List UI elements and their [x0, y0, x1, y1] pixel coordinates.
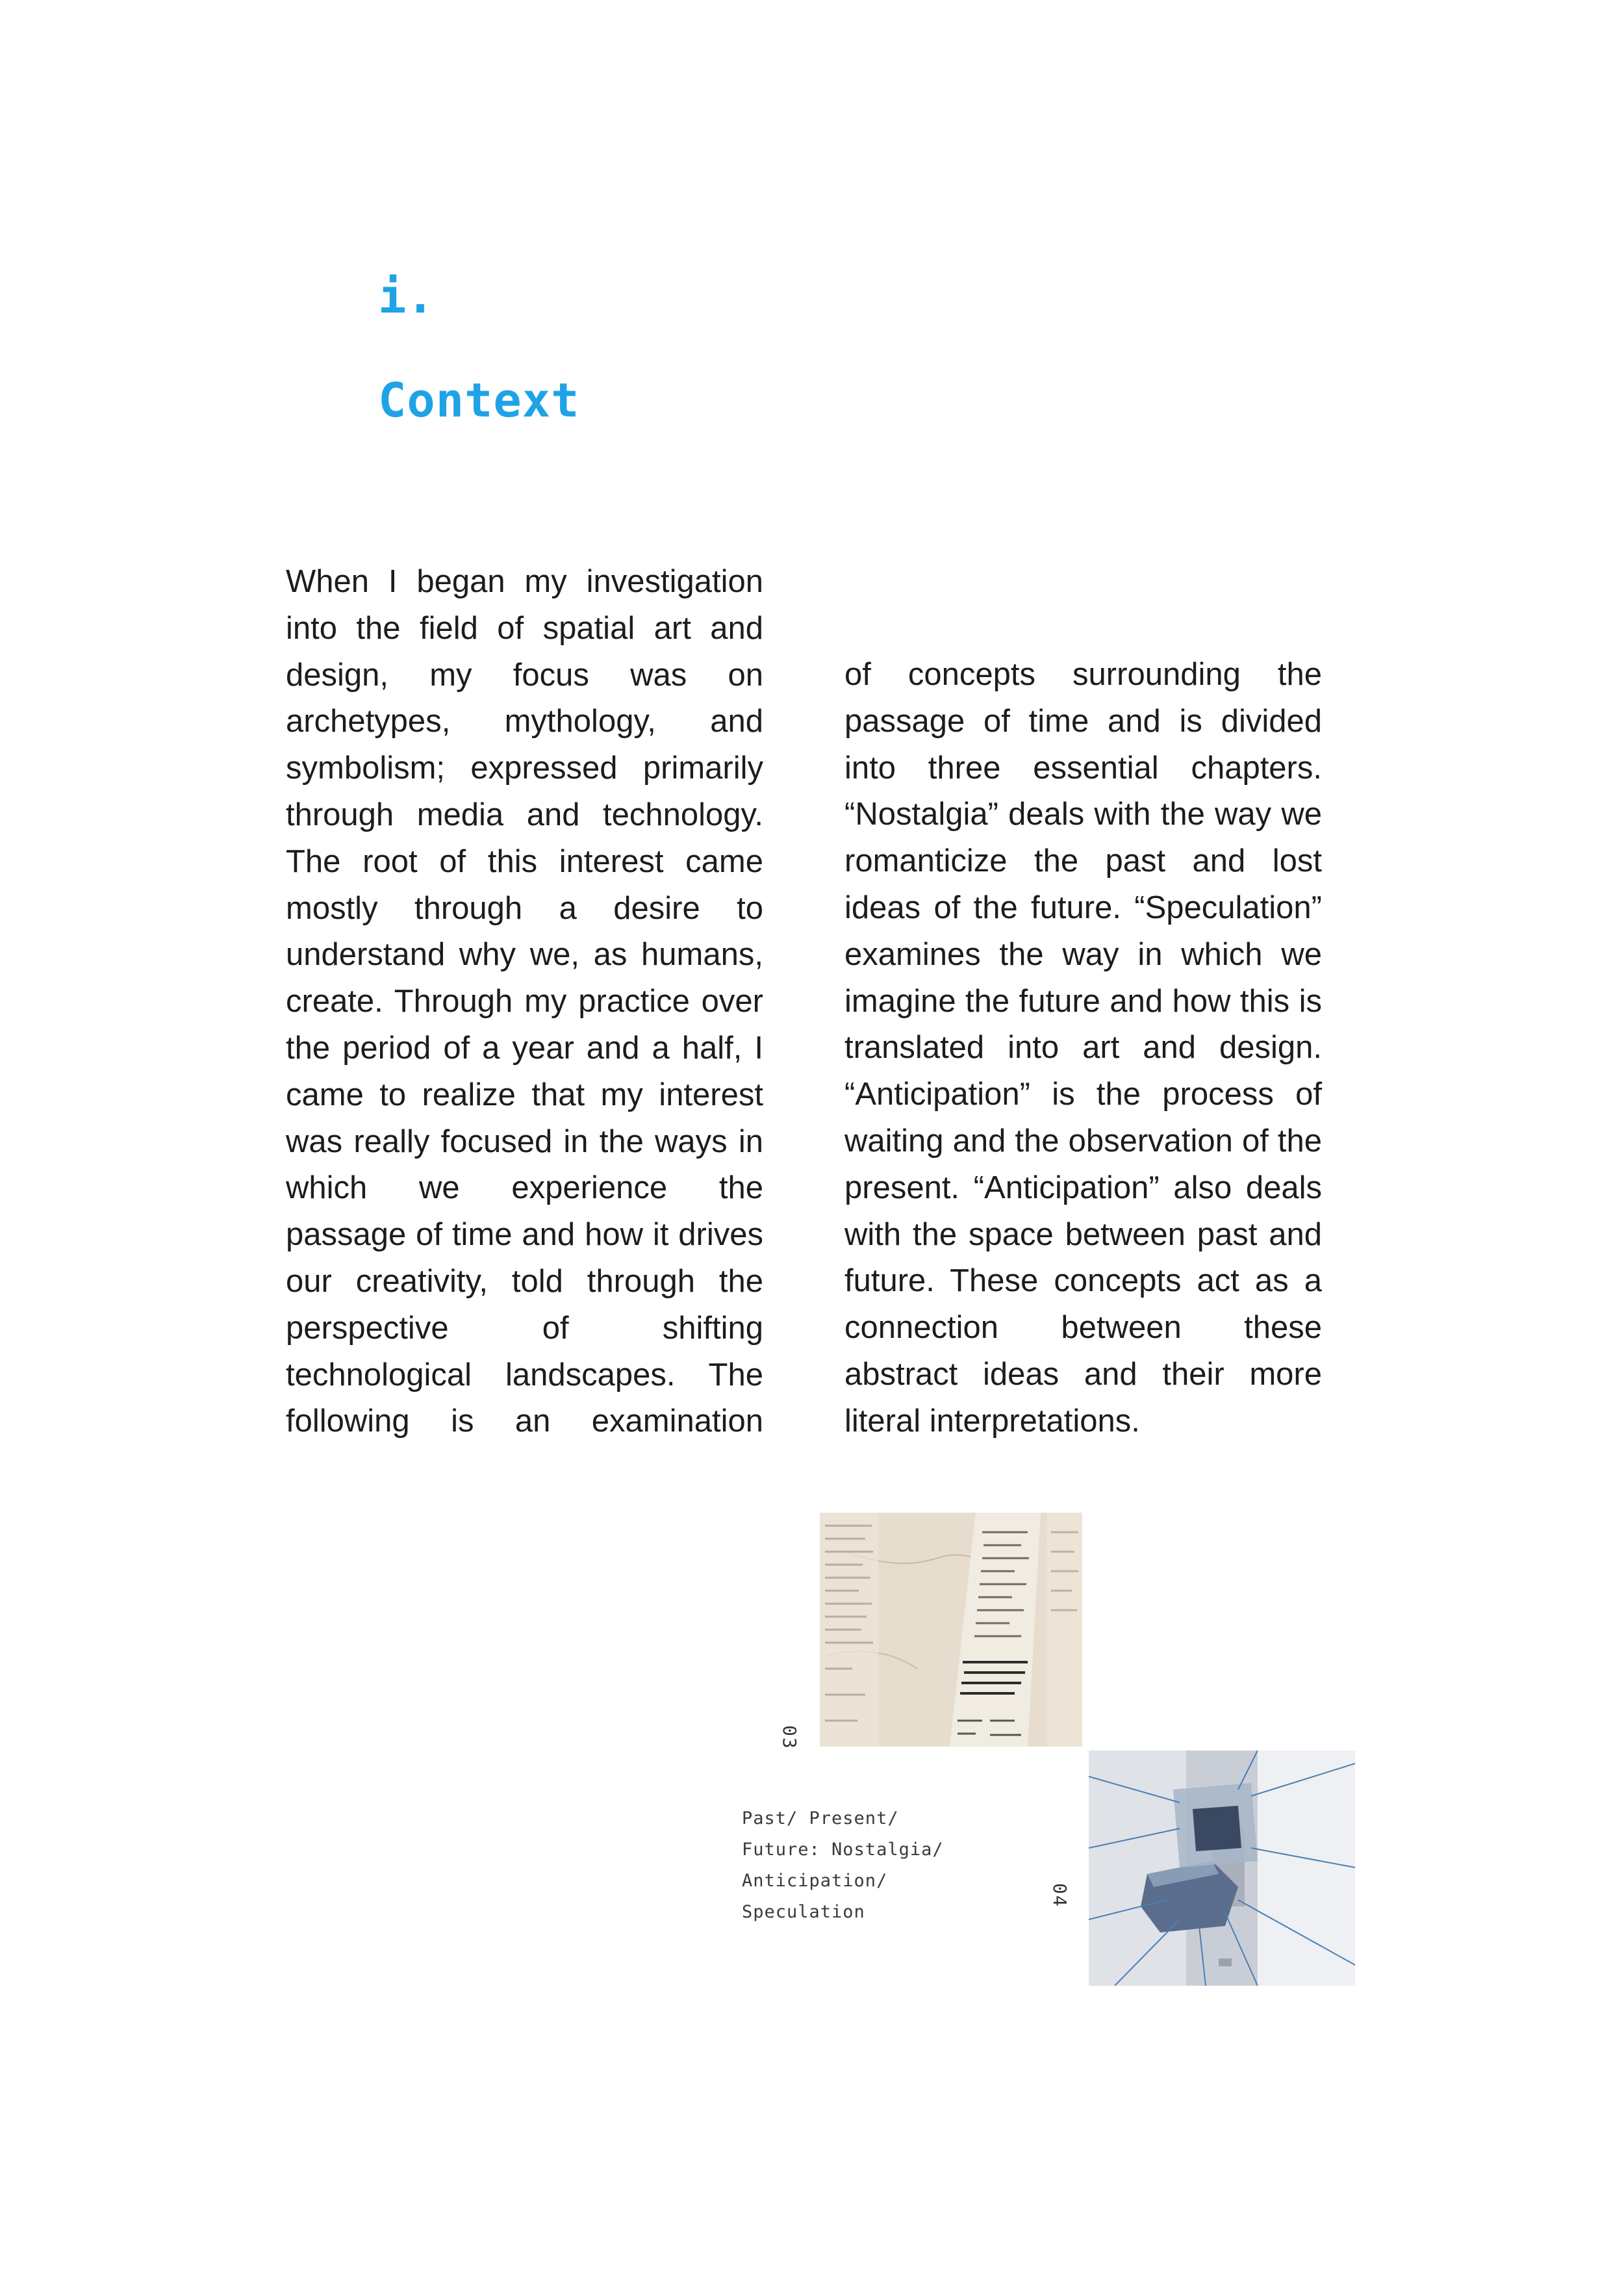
chapter-title: Context: [378, 373, 580, 428]
photo-receipts-drawing: [820, 1513, 1082, 1747]
caption-line: Speculation: [742, 1902, 865, 1922]
photo-installation-drawing: [1089, 1751, 1355, 1986]
caption-line: Anticipation/: [742, 1871, 888, 1891]
figure-caption: [742, 1803, 1015, 1928]
chapter-number: i.: [378, 269, 435, 324]
caption-line: Past/ Present/: [742, 1808, 899, 1828]
body-column-right: [844, 652, 1322, 1445]
photo-03-number: 03: [779, 1725, 800, 1750]
body-text-right: of concepts surrounding the passage of time and is divided into three essential chapters. “Nostalgia” deals with the way we romanticize the past and lost ideas of the future. “Speculation” examines the way in which we imagine the future and how this is translated into art and design. “Anticipation” is the process of waiting and the observation of the present. “Anticipation” also deals with the space between past and future. These concepts act as a connection between these abstract ideas and their more literal interpretations.: [844, 657, 1322, 1439]
photo-04-number: 04: [1049, 1883, 1071, 1908]
photo-installation: [1089, 1751, 1355, 1986]
body-column-left: [286, 559, 763, 1445]
body-text-left: When I began my investigation into the field of spatial art and design, my focus was on archetypes, mythology, and symbolism; expressed primarily through media and technology. The root of this interest came mostly through a desire to understand why we, as humans, create. Through my practice over the period of a year and a half, I came to realize that my interest was really focused in the ways in which we experience the passage of time and how it drives our creativity, told through the perspective of shifting technological landscapes. The following is an examination: [286, 564, 763, 1439]
photo-receipts: [820, 1513, 1082, 1747]
caption-line: Future: Nostalgia/: [742, 1840, 944, 1860]
